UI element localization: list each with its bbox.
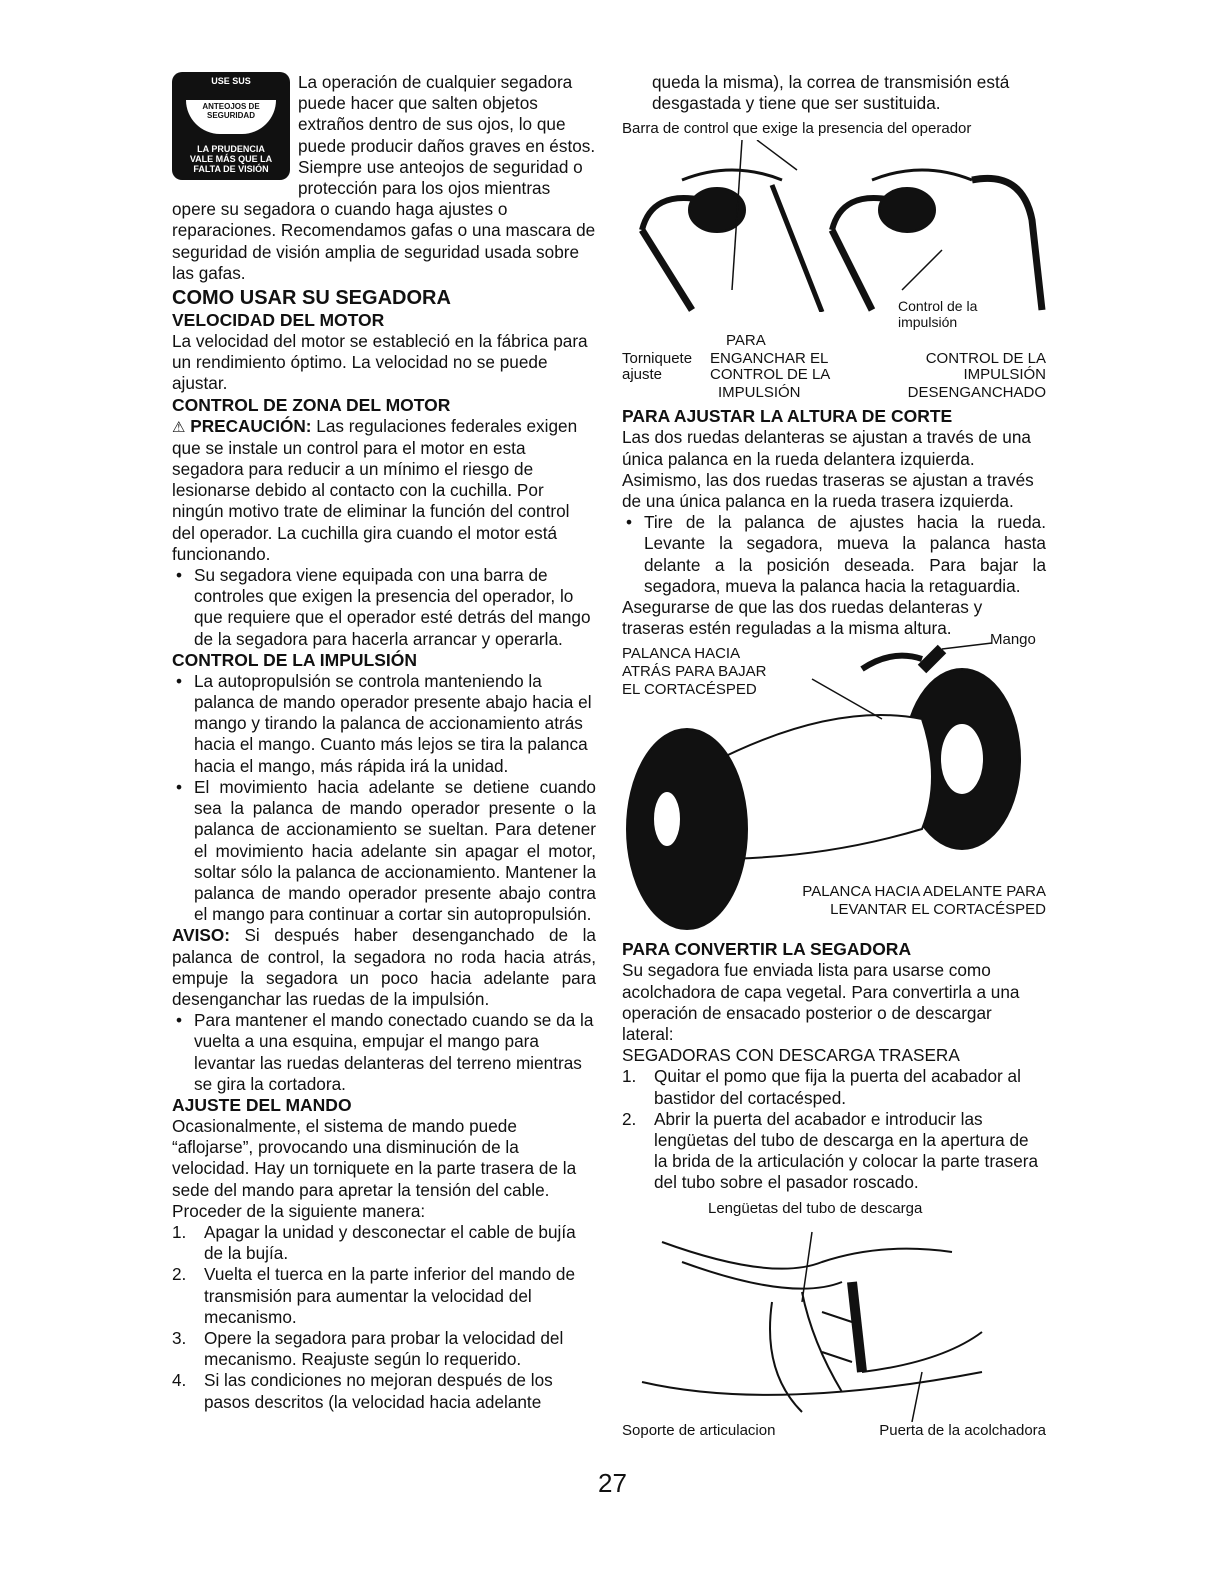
subheading-trasera: SEGADORAS CON DESCARGA TRASERA bbox=[622, 1045, 960, 1066]
fig1-enganchar-2: CONTROL DE LA bbox=[710, 366, 831, 384]
altura-paragraph-2: Asegurarse de que las dos ruedas delanteras y traseras estén reguladas a la misma altura. bbox=[622, 597, 983, 639]
figure-height-adjust bbox=[622, 631, 1046, 939]
fig1-enganchar-1: ENGANCHAR EL bbox=[710, 350, 829, 368]
ajuste-paragraph: Ocasionalmente, el sistema de mando puede “aflojarse”, provocando una disminución de la velocidad. Hay un torniquete en la parte trasera de la sede del mando para apretar la tensión del cable. Proceder de la siguiente manera: bbox=[172, 1115, 577, 1221]
step-item bbox=[172, 1264, 596, 1328]
heading-ajuste: AJUSTE DEL MANDO bbox=[172, 1094, 352, 1115]
fig2-mango: Mango bbox=[990, 631, 1036, 649]
badge-bot2: VALE MÁS QUE LA bbox=[189, 154, 273, 164]
step-text: Quitar el pomo que fija la puerta del acabador al bastidor del cortacésped. bbox=[654, 1066, 1021, 1108]
control-bar-illustration bbox=[622, 140, 1046, 312]
step-text: Si las condiciones no mejoran después de los pasos descritos (la velocidad hacia adelante bbox=[204, 1370, 553, 1412]
badge-line3: SEGURIDAD bbox=[206, 111, 255, 120]
zona-paragraph bbox=[172, 416, 596, 565]
heading-como-usar: COMO USAR SU SEGADORA bbox=[172, 287, 451, 310]
figure-discharge-chute bbox=[622, 1200, 1046, 1440]
intro-paragraph: La operación de cualquier segadora puede hacer que salten objetos extraños dentro de sus ojos, lo que puede producir daños graves en éstos. Siempre use anteojos de seguridad o protección para los ojos mientras opere su segadora o cuando haga ajustes o reparaciones. Recomendamos gafas o una mascara de seguridad de visión amplia de seguridad usada sobre las gafas. bbox=[172, 72, 596, 283]
step-number: 3. bbox=[172, 1327, 187, 1348]
figure-control-labels bbox=[622, 366, 1046, 402]
safety-glasses-icon bbox=[186, 100, 276, 134]
fig1-enganchar-3: IMPULSIÓN bbox=[718, 384, 801, 402]
fig1-control-line1 bbox=[898, 298, 1008, 330]
fig2-atras-3: EL CORTACÉSPED bbox=[622, 681, 757, 699]
fig1-desenganchado-3: DESENGANCHADO bbox=[907, 384, 1046, 402]
impulsion-bullet-2: • El movimiento hacia adelante se detiene cuando sea la palanca de mando operador presente o la palanca de accionamiento se sueltan. Para detener el movimiento hacia adelante sin apagar el motor, soltar sólo la palanca de accionamiento. Mantener la palanca de mando operador presente abajo contra el mango para continuar a cortar sin autopropulsión. bbox=[172, 777, 596, 925]
step-item bbox=[172, 1222, 596, 1264]
safety-glasses-badge bbox=[172, 72, 290, 180]
fig2-atras-2: ATRÁS PARA BAJAR bbox=[622, 663, 767, 681]
aviso-label: AVISO: bbox=[172, 925, 230, 946]
step-item bbox=[172, 1328, 596, 1370]
fig3-lenguetas: Lengüetas del tubo de descarga bbox=[708, 1199, 923, 1217]
right-column bbox=[622, 72, 1046, 1440]
impulsion-bullet-1: • La autopropulsión se controla manteniendo la palanca de mando operador presente abajo hacia el mango y tirando la palanca de accionamiento atrás hacia el mango. Cuanto más lejos se tira la palanca hacia el mango, más rápida irá la unidad. bbox=[172, 671, 596, 777]
fig1-desenganchado-1: CONTROL DE LA bbox=[925, 350, 1046, 368]
fig2-atras-1: PALANCA HACIA bbox=[622, 645, 741, 663]
step-number: 2. bbox=[172, 1264, 187, 1285]
fig1-control: Control de la impulsión bbox=[898, 298, 978, 331]
heading-altura: PARA AJUSTAR LA ALTURA DE CORTE bbox=[622, 406, 953, 427]
step-number: 1. bbox=[622, 1066, 637, 1087]
precaucion-label: PRECAUCIÓN: bbox=[190, 415, 312, 436]
altura-bullet: • Tire de la palanca de ajustes hacia la rueda. Levante la segadora, mueva la palanca hasta delante a la posición deseada. Para bajar la segadora, mueva la palanca hacia la retaguardia. bbox=[622, 512, 1046, 597]
heading-impulsion: CONTROL DE LA IMPULSIÓN bbox=[172, 649, 417, 670]
fig1-desenganchado-2: IMPULSIÓN bbox=[963, 366, 1046, 384]
warning-icon: ⚠ bbox=[172, 418, 186, 436]
fig2-adelante-1: PALANCA HACIA ADELANTE PARA bbox=[802, 883, 1046, 901]
fig3-soporte: Soporte de articulacion bbox=[622, 1421, 776, 1439]
step-text: Opere la segadora para probar la velocidad del mecanismo. Reajuste según lo requerido. bbox=[204, 1327, 564, 1370]
fig1-caption: Barra de control que exige la presencia del operador bbox=[622, 120, 972, 138]
velocidad-paragraph: La velocidad del motor se estableció en la fábrica para un rendimiento óptimo. La velocidad no se puede ajustar. bbox=[172, 331, 588, 394]
heading-velocidad: VELOCIDAD DEL MOTOR bbox=[172, 310, 385, 331]
heading-zona: CONTROL DE ZONA DEL MOTOR bbox=[172, 394, 451, 415]
step-number: 4. bbox=[172, 1370, 187, 1391]
fig1-para: PARA bbox=[726, 332, 766, 350]
aviso-text: Si después haber desenganchado de la palanca de control, la segadora no roda hacia atrás, empuje la segadora un poco hacia adelante para desenganchar las ruedas de la impulsión. bbox=[172, 925, 596, 1009]
step-number: 2. bbox=[622, 1108, 637, 1129]
heading-convertir: PARA CONVERTIR LA SEGADORA bbox=[622, 939, 912, 960]
badge-top-text: USE SUS bbox=[211, 76, 251, 86]
step-item bbox=[622, 1109, 1046, 1194]
step-number: 1. bbox=[172, 1221, 187, 1242]
left-column bbox=[172, 72, 596, 1413]
step-text: Abrir la puerta del acabador e introducir las lengüetas del tubo de descarga en la apertura de la brida de la articulación y colocar la parte trasera del tubo sobre el pasador roscado. bbox=[654, 1108, 1039, 1193]
convertir-paragraph: Su segadora fue enviada lista para usarse como acolchadora de capa vegetal. Para convertirla a una operación de ensacado posterior o de descargar lateral: bbox=[622, 960, 1020, 1045]
step-item bbox=[172, 1370, 596, 1412]
step-item bbox=[622, 1066, 1046, 1108]
step-text: Vuelta el tuerca en la parte inferior del mando de transmisión para aumentar la velocidad del mecanismo. bbox=[204, 1264, 576, 1327]
page-number: 27 bbox=[598, 1468, 627, 1498]
discharge-chute-illustration bbox=[622, 1222, 1046, 1422]
fig3-puerta: Puerta de la acolchadora bbox=[879, 1421, 1046, 1439]
altura-paragraph: Las dos ruedas delanteras se ajustan a través de una única palanca en la rueda delantera izquierda. Asimismo, las dos ruedas traseras se ajustan a través de una única palanca en la rueda trasera izquierda. bbox=[622, 427, 1034, 512]
step-text: Apagar la unidad y desconectar el cable de bujía de la bujía. bbox=[204, 1221, 576, 1264]
fig1-torniquete: Torniquete bbox=[622, 350, 693, 368]
continued-paragraph: queda la misma), la correa de transmisión está desgastada y tiene que ser sustituida. bbox=[652, 72, 1010, 114]
fig2-adelante-2: LEVANTAR EL CORTACÉSPED bbox=[830, 901, 1046, 919]
badge-line2: ANTEOJOS DE bbox=[202, 102, 260, 111]
figure-control-bar bbox=[622, 120, 1046, 368]
badge-bottom-text bbox=[172, 144, 290, 174]
badge-bot3: FALTA DE VISIÓN bbox=[193, 164, 269, 174]
zona-bullet: • Su segadora viene equipada con una barra de controles que exigen la presencia del operador, lo que requiere que el operador esté detrás del mango de la segadora para hacerla arrancar y operarla. bbox=[172, 565, 596, 650]
aviso-paragraph bbox=[172, 925, 596, 1010]
zona-text: Las regulaciones federales exigen que se instale un control para el motor en esta segadora para reducir a un mínimo el riesgo de lesionarse debido al contacto con la cuchilla. Por ningún motivo trate de eliminar la función del control del operador. La cuchilla gira cuando el motor está funcionando. bbox=[172, 415, 578, 564]
fig1-ajuste: ajuste bbox=[622, 366, 663, 384]
aviso-bullet: • Para mantener el mando conectado cuando se da la vuelta a una esquina, empujar el mango para levantar las ruedas delanteras del terreno mientras se gira la cortadora. bbox=[172, 1010, 596, 1095]
badge-bot1: LA PRUDENCIA bbox=[197, 144, 265, 154]
